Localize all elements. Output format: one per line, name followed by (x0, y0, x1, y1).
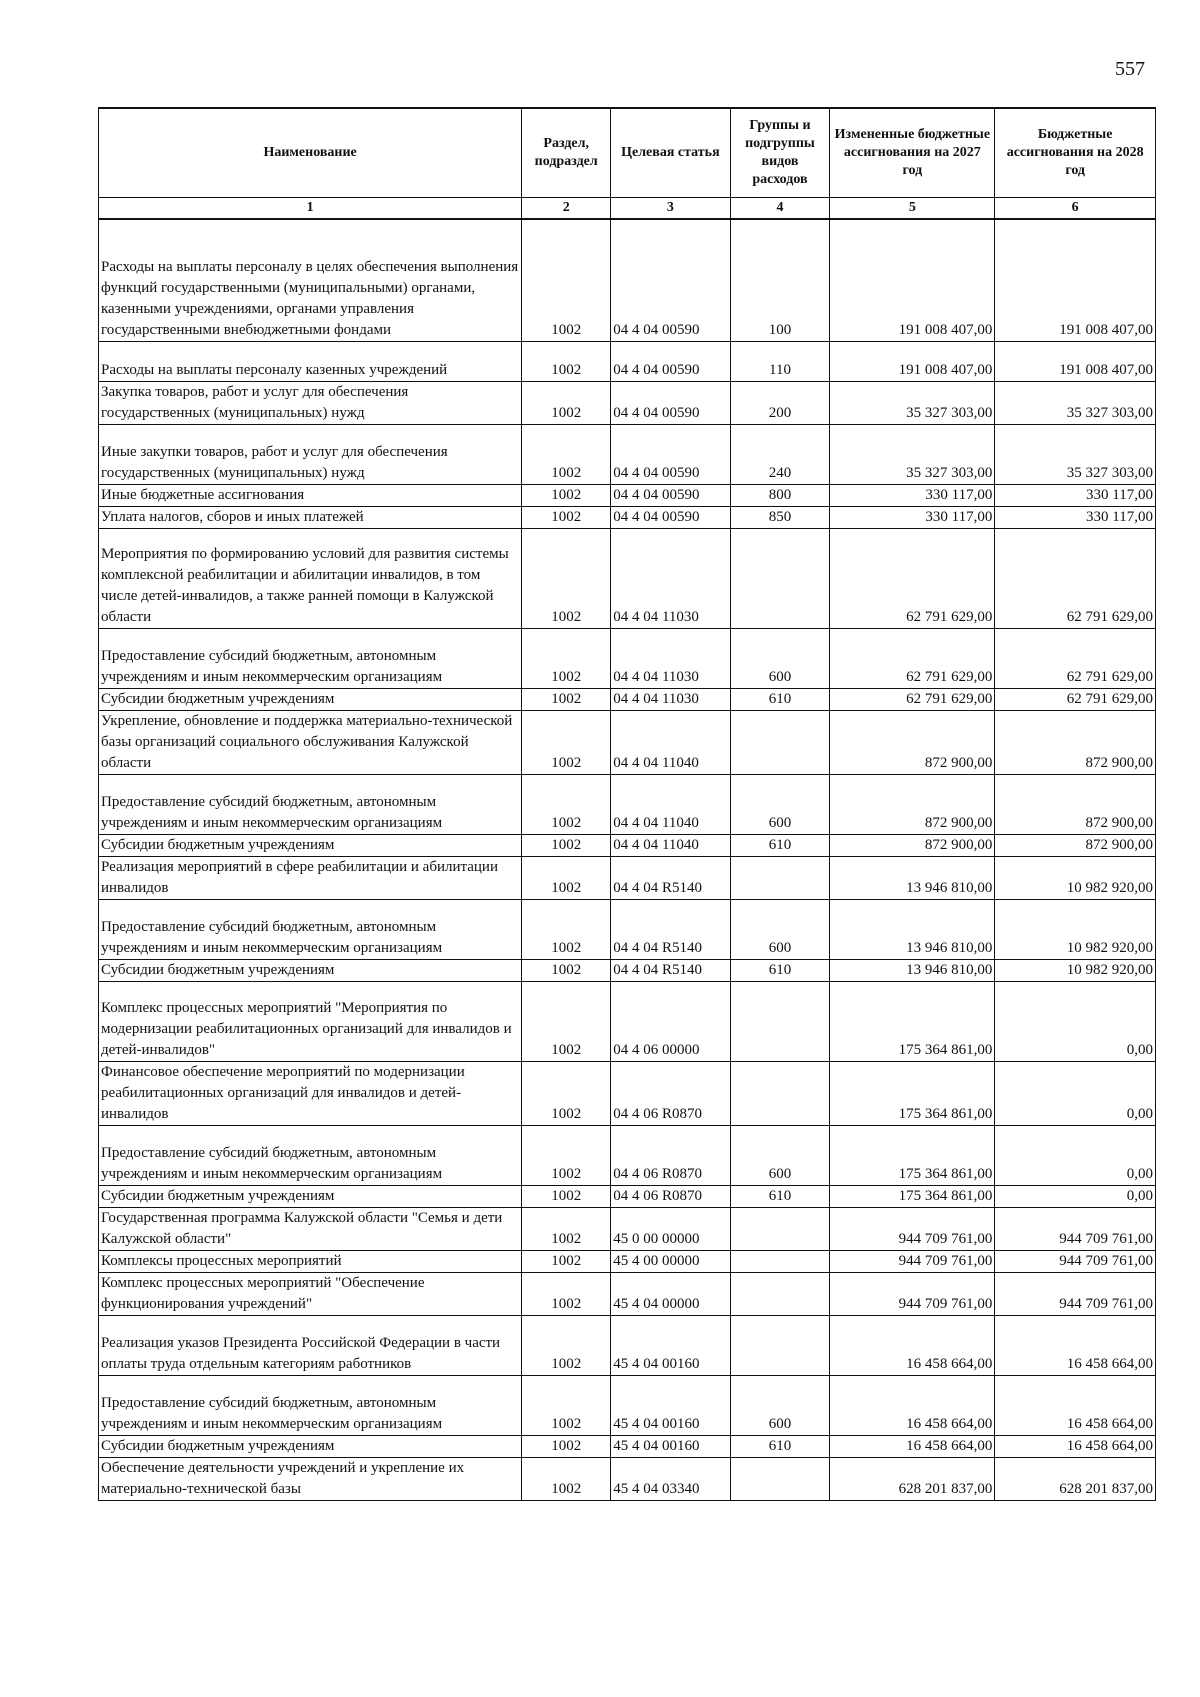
row-section: 1002 (522, 981, 611, 1061)
row-amount-2027: 16 458 664,00 (830, 1375, 995, 1435)
row-amount-2027: 175 364 861,00 (830, 1185, 995, 1207)
row-target-article: 04 4 04 R5140 (611, 959, 730, 981)
row-section: 1002 (522, 1375, 611, 1435)
header-name: Наименование (99, 108, 522, 198)
row-section: 1002 (522, 959, 611, 981)
row-amount-2028: 35 327 303,00 (995, 424, 1156, 484)
row-amount-2028: 0,00 (995, 1185, 1156, 1207)
column-number: 5 (830, 198, 995, 220)
row-amount-2027: 16 458 664,00 (830, 1315, 995, 1375)
row-section: 1002 (522, 1250, 611, 1272)
row-amount-2027: 872 900,00 (830, 774, 995, 834)
row-amount-2028: 62 791 629,00 (995, 528, 1156, 628)
row-amount-2028: 944 709 761,00 (995, 1272, 1156, 1315)
row-expense-group: 610 (730, 959, 830, 981)
table-row (99, 899, 1156, 959)
row-target-article: 04 4 04 00590 (611, 484, 730, 506)
row-section: 1002 (522, 341, 611, 381)
row-target-article: 04 4 04 11030 (611, 628, 730, 688)
row-section: 1002 (522, 688, 611, 710)
row-amount-2028: 0,00 (995, 1125, 1156, 1185)
table-row (99, 528, 1156, 628)
row-expense-group: 600 (730, 774, 830, 834)
row-section: 1002 (522, 1061, 611, 1125)
row-name: Предоставление субсидий бюджетным, автономным учреждениям и иным некоммерческим организациям (99, 774, 522, 834)
table-row (99, 424, 1156, 484)
header-2028: Бюджетные ассигнования на 2028 год (995, 108, 1156, 198)
column-number: 6 (995, 198, 1156, 220)
row-expense-group: 110 (730, 341, 830, 381)
row-target-article: 04 4 06 R0870 (611, 1185, 730, 1207)
row-amount-2028: 628 201 837,00 (995, 1457, 1156, 1500)
column-number: 1 (99, 198, 522, 220)
row-name: Предоставление субсидий бюджетным, автономным учреждениям и иным некоммерческим организациям (99, 628, 522, 688)
table-row (99, 710, 1156, 774)
row-name: Предоставление субсидий бюджетным, автономным учреждениям и иным некоммерческим организациям (99, 899, 522, 959)
table-row (99, 484, 1156, 506)
row-section: 1002 (522, 1125, 611, 1185)
row-amount-2027: 330 117,00 (830, 506, 995, 528)
row-expense-group: 100 (730, 219, 830, 341)
row-expense-group: 600 (730, 628, 830, 688)
row-section: 1002 (522, 834, 611, 856)
header-target-article: Целевая статья (611, 108, 730, 198)
row-expense-group: 600 (730, 1375, 830, 1435)
column-number: 4 (730, 198, 830, 220)
row-expense-group: 610 (730, 1435, 830, 1457)
row-target-article: 45 4 00 00000 (611, 1250, 730, 1272)
row-target-article: 45 4 04 00000 (611, 1272, 730, 1315)
row-expense-group (730, 1250, 830, 1272)
row-target-article: 04 4 04 00590 (611, 219, 730, 341)
table-row (99, 1375, 1156, 1435)
row-target-article: 45 4 04 00160 (611, 1435, 730, 1457)
row-name: Финансовое обеспечение мероприятий по модернизации реабилитационных организаций для инвалидов и детей-инвалидов (99, 1061, 522, 1125)
table-row (99, 856, 1156, 899)
table-row (99, 219, 1156, 341)
table-row (99, 834, 1156, 856)
row-expense-group (730, 528, 830, 628)
row-expense-group (730, 1207, 830, 1250)
row-section: 1002 (522, 1185, 611, 1207)
table-row (99, 1435, 1156, 1457)
row-name: Субсидии бюджетным учреждениям (99, 959, 522, 981)
row-section: 1002 (522, 1315, 611, 1375)
row-name: Реализация указов Президента Российской Федерации в части оплаты труда отдельным категориям работников (99, 1315, 522, 1375)
header-2027: Измененные бюджетные ассигнования на 2027 год (830, 108, 995, 198)
row-target-article: 04 4 06 R0870 (611, 1061, 730, 1125)
row-name: Комплекс процессных мероприятий "Мероприятия по модернизации реабилитационных организаций для инвалидов и детей-инвалидов" (99, 981, 522, 1061)
row-target-article: 04 4 06 00000 (611, 981, 730, 1061)
row-section: 1002 (522, 899, 611, 959)
row-expense-group: 240 (730, 424, 830, 484)
row-amount-2028: 944 709 761,00 (995, 1207, 1156, 1250)
row-target-article: 04 4 04 11040 (611, 710, 730, 774)
row-expense-group: 600 (730, 899, 830, 959)
row-section: 1002 (522, 1457, 611, 1500)
row-section: 1002 (522, 219, 611, 341)
row-amount-2028: 16 458 664,00 (995, 1375, 1156, 1435)
table-row (99, 1061, 1156, 1125)
row-expense-group: 610 (730, 688, 830, 710)
row-amount-2028: 0,00 (995, 981, 1156, 1061)
row-expense-group (730, 981, 830, 1061)
budget-table (98, 107, 1156, 1501)
table-row (99, 959, 1156, 981)
table-row (99, 774, 1156, 834)
row-target-article: 04 4 04 00590 (611, 424, 730, 484)
page-number: 557 (1115, 58, 1145, 80)
row-expense-group: 850 (730, 506, 830, 528)
table-row (99, 688, 1156, 710)
row-name: Уплата налогов, сборов и иных платежей (99, 506, 522, 528)
row-amount-2027: 62 791 629,00 (830, 688, 995, 710)
table-row (99, 1457, 1156, 1500)
row-target-article: 04 4 04 11030 (611, 688, 730, 710)
row-section: 1002 (522, 528, 611, 628)
row-name: Предоставление субсидий бюджетным, автономным учреждениям и иным некоммерческим организациям (99, 1375, 522, 1435)
row-amount-2028: 191 008 407,00 (995, 341, 1156, 381)
table-row (99, 341, 1156, 381)
row-name: Расходы на выплаты персоналу казенных учреждений (99, 341, 522, 381)
row-target-article: 04 4 04 00590 (611, 381, 730, 424)
row-amount-2028: 872 900,00 (995, 834, 1156, 856)
header-expense-group: Группы и подгруппы видов расходов (730, 108, 830, 198)
row-target-article: 45 4 04 00160 (611, 1315, 730, 1375)
row-name: Иные закупки товаров, работ и услуг для обеспечения государственных (муниципальных) нужд (99, 424, 522, 484)
row-amount-2027: 191 008 407,00 (830, 341, 995, 381)
row-amount-2027: 13 946 810,00 (830, 899, 995, 959)
column-number-row (99, 198, 1156, 220)
row-section: 1002 (522, 506, 611, 528)
row-section: 1002 (522, 628, 611, 688)
row-name: Иные бюджетные ассигнования (99, 484, 522, 506)
column-number: 2 (522, 198, 611, 220)
row-expense-group: 600 (730, 1125, 830, 1185)
row-amount-2028: 35 327 303,00 (995, 381, 1156, 424)
row-amount-2028: 16 458 664,00 (995, 1315, 1156, 1375)
row-name: Субсидии бюджетным учреждениям (99, 1435, 522, 1457)
row-name: Субсидии бюджетным учреждениям (99, 834, 522, 856)
row-amount-2027: 944 709 761,00 (830, 1272, 995, 1315)
header-row (99, 108, 1156, 198)
row-name: Субсидии бюджетным учреждениям (99, 688, 522, 710)
row-amount-2027: 35 327 303,00 (830, 424, 995, 484)
row-amount-2028: 10 982 920,00 (995, 856, 1156, 899)
row-name: Предоставление субсидий бюджетным, автономным учреждениям и иным некоммерческим организациям (99, 1125, 522, 1185)
row-amount-2028: 10 982 920,00 (995, 959, 1156, 981)
row-amount-2028: 944 709 761,00 (995, 1250, 1156, 1272)
row-expense-group (730, 1457, 830, 1500)
column-number: 3 (611, 198, 730, 220)
row-amount-2027: 13 946 810,00 (830, 856, 995, 899)
row-amount-2027: 62 791 629,00 (830, 528, 995, 628)
table-row (99, 1250, 1156, 1272)
row-target-article: 04 4 04 00590 (611, 341, 730, 381)
row-amount-2027: 16 458 664,00 (830, 1435, 995, 1457)
row-name: Субсидии бюджетным учреждениям (99, 1185, 522, 1207)
row-section: 1002 (522, 710, 611, 774)
row-amount-2027: 944 709 761,00 (830, 1207, 995, 1250)
row-amount-2027: 175 364 861,00 (830, 1125, 995, 1185)
row-name: Государственная программа Калужской области "Семья и дети Калужской области" (99, 1207, 522, 1250)
row-amount-2027: 191 008 407,00 (830, 219, 995, 341)
row-amount-2027: 35 327 303,00 (830, 381, 995, 424)
row-section: 1002 (522, 1435, 611, 1457)
table-row (99, 1185, 1156, 1207)
row-expense-group (730, 1272, 830, 1315)
row-target-article: 04 4 04 11040 (611, 774, 730, 834)
row-name: Обеспечение деятельности учреждений и укрепление их материально-технической базы (99, 1457, 522, 1500)
row-target-article: 04 4 04 R5140 (611, 856, 730, 899)
row-amount-2027: 62 791 629,00 (830, 628, 995, 688)
row-amount-2028: 872 900,00 (995, 710, 1156, 774)
row-name: Комплексы процессных мероприятий (99, 1250, 522, 1272)
row-expense-group: 610 (730, 834, 830, 856)
row-amount-2027: 944 709 761,00 (830, 1250, 995, 1272)
row-target-article: 04 4 04 11030 (611, 528, 730, 628)
row-section: 1002 (522, 1207, 611, 1250)
row-name: Закупка товаров, работ и услуг для обеспечения государственных (муниципальных) нужд (99, 381, 522, 424)
row-target-article: 04 4 04 11040 (611, 834, 730, 856)
row-expense-group: 200 (730, 381, 830, 424)
row-name: Расходы на выплаты персоналу в целях обеспечения выполнения функций государственными (муниципальными) органами, казенными учреждениями, органами управления государственными внебюджетными фондами (99, 219, 522, 341)
row-amount-2028: 191 008 407,00 (995, 219, 1156, 341)
row-amount-2028: 872 900,00 (995, 774, 1156, 834)
table-row (99, 1125, 1156, 1185)
table-row (99, 381, 1156, 424)
row-amount-2028: 62 791 629,00 (995, 628, 1156, 688)
row-name: Комплекс процессных мероприятий "Обеспечение функционирования учреждений" (99, 1272, 522, 1315)
row-amount-2027: 628 201 837,00 (830, 1457, 995, 1500)
row-name: Реализация мероприятий в сфере реабилитации и абилитации инвалидов (99, 856, 522, 899)
table-row (99, 1315, 1156, 1375)
header-section: Раздел, подраздел (522, 108, 611, 198)
table-row (99, 506, 1156, 528)
row-expense-group (730, 710, 830, 774)
table-row (99, 1272, 1156, 1315)
row-section: 1002 (522, 774, 611, 834)
row-section: 1002 (522, 424, 611, 484)
row-amount-2027: 872 900,00 (830, 710, 995, 774)
row-amount-2028: 62 791 629,00 (995, 688, 1156, 710)
row-amount-2028: 10 982 920,00 (995, 899, 1156, 959)
row-amount-2027: 175 364 861,00 (830, 1061, 995, 1125)
row-amount-2027: 330 117,00 (830, 484, 995, 506)
row-section: 1002 (522, 1272, 611, 1315)
row-section: 1002 (522, 484, 611, 506)
row-amount-2027: 872 900,00 (830, 834, 995, 856)
row-target-article: 04 4 04 R5140 (611, 899, 730, 959)
row-target-article: 04 4 04 00590 (611, 506, 730, 528)
row-amount-2028: 330 117,00 (995, 484, 1156, 506)
row-section: 1002 (522, 381, 611, 424)
row-section: 1002 (522, 856, 611, 899)
row-target-article: 45 0 00 00000 (611, 1207, 730, 1250)
row-name: Мероприятия по формированию условий для развития системы комплексной реабилитации и абилитации инвалидов, в том числе детей-инвалидов, а также ранней помощи в Калужской области (99, 528, 522, 628)
row-name: Укрепление, обновление и поддержка материально-технической базы организаций социального обслуживания Калужской области (99, 710, 522, 774)
row-target-article: 45 4 04 03340 (611, 1457, 730, 1500)
row-expense-group: 800 (730, 484, 830, 506)
row-expense-group: 610 (730, 1185, 830, 1207)
row-expense-group (730, 1061, 830, 1125)
row-amount-2028: 0,00 (995, 1061, 1156, 1125)
row-amount-2028: 16 458 664,00 (995, 1435, 1156, 1457)
row-expense-group (730, 1315, 830, 1375)
table-row (99, 628, 1156, 688)
row-amount-2028: 330 117,00 (995, 506, 1156, 528)
row-target-article: 04 4 06 R0870 (611, 1125, 730, 1185)
row-expense-group (730, 856, 830, 899)
row-amount-2027: 175 364 861,00 (830, 981, 995, 1061)
row-amount-2027: 13 946 810,00 (830, 959, 995, 981)
table-row (99, 981, 1156, 1061)
row-target-article: 45 4 04 00160 (611, 1375, 730, 1435)
table-row (99, 1207, 1156, 1250)
